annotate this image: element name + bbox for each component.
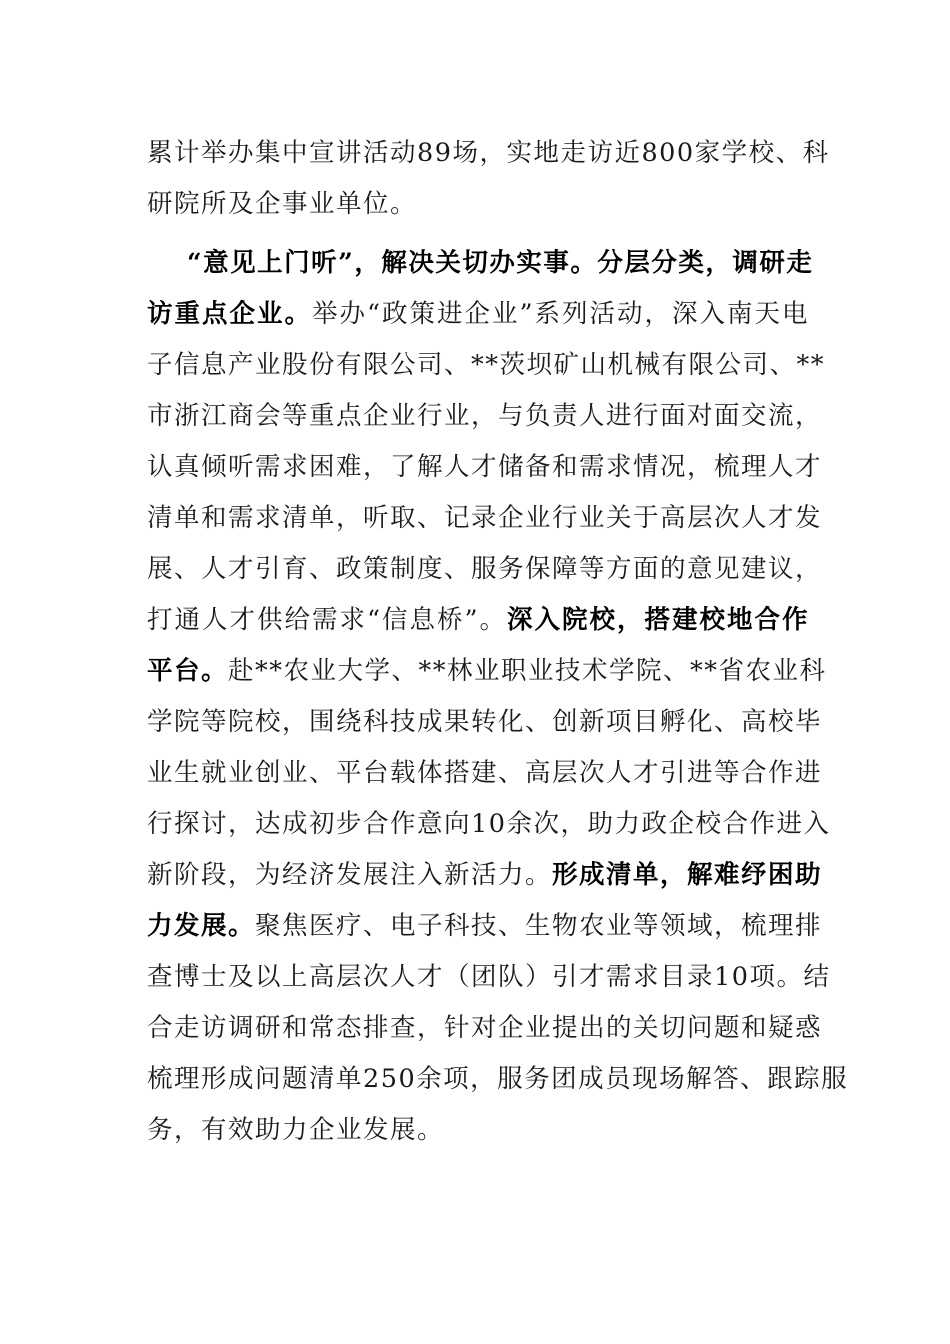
bold-heading: 力发展。 xyxy=(147,911,256,941)
bold-heading: “意见上门听”，解决关切办实事。分层分类，调研走 xyxy=(187,248,814,278)
paragraph-opinions-visit xyxy=(147,238,849,1156)
body-text: 新阶段，为经济发展注入新活力。 xyxy=(147,860,553,890)
paragraph-continuation xyxy=(147,128,830,230)
body-text: 举办“政策进企业”系列活动，深入南天电 xyxy=(311,299,809,329)
text-line: 梳理形成问题清单250余项，服务团成员现场解答、跟踪服 xyxy=(147,1064,849,1094)
bold-heading: 形成清单，解难纾困助 xyxy=(552,860,823,890)
bold-heading: 深入院校，搭建校地合作 xyxy=(507,605,809,635)
text-line: 累计举办集中宣讲活动89场，实地走访近800家学校、科 xyxy=(147,138,830,168)
text-line xyxy=(147,901,823,952)
text-line xyxy=(147,238,814,289)
text-line: 认真倾听需求困难，了解人才储备和需求情况，梳理人才 xyxy=(147,452,823,482)
text-line: 研院所及企事业单位。 xyxy=(147,189,418,219)
text-line xyxy=(147,646,827,697)
body-text: 赴**农业大学、**林业职业技术学院、**省农业科 xyxy=(228,656,827,686)
text-line: 查博士及以上高层次人才（团队）引才需求目录10项。结 xyxy=(147,962,831,992)
text-line xyxy=(147,850,823,901)
text-line xyxy=(147,595,809,646)
text-line: 学院等院校，围绕科技成果转化、创新项目孵化、高校毕 xyxy=(147,707,823,737)
text-line xyxy=(147,289,809,340)
text-line: 市浙江商会等重点企业行业，与负责人进行面对面交流， xyxy=(147,401,823,431)
text-line: 清单和需求清单，听取、记录企业行业关于高层次人才发 xyxy=(147,503,823,533)
text-line: 子信息产业股份有限公司、**茨坝矿山机械有限公司、** xyxy=(147,350,826,380)
bold-heading: 访重点企业。 xyxy=(147,299,312,329)
text-line: 务，有效助力企业发展。 xyxy=(147,1115,445,1145)
bold-heading: 平台。 xyxy=(147,656,229,686)
body-text: 打通人才供给需求“信息桥”。 xyxy=(147,605,508,635)
body-text: 聚焦医疗、电子科技、生物农业等领域，梳理排 xyxy=(255,911,823,941)
text-line: 展、人才引育、政策制度、服务保障等方面的意见建议， xyxy=(147,554,823,584)
text-line: 合走访调研和常态排查，针对企业提出的关切问题和疑惑 xyxy=(147,1013,823,1043)
text-line: 业生就业创业、平台载体搭建、高层次人才引进等合作进 xyxy=(147,758,823,788)
text-line: 行探讨，达成初步合作意向10余次，助力政企校合作进入 xyxy=(147,809,831,839)
